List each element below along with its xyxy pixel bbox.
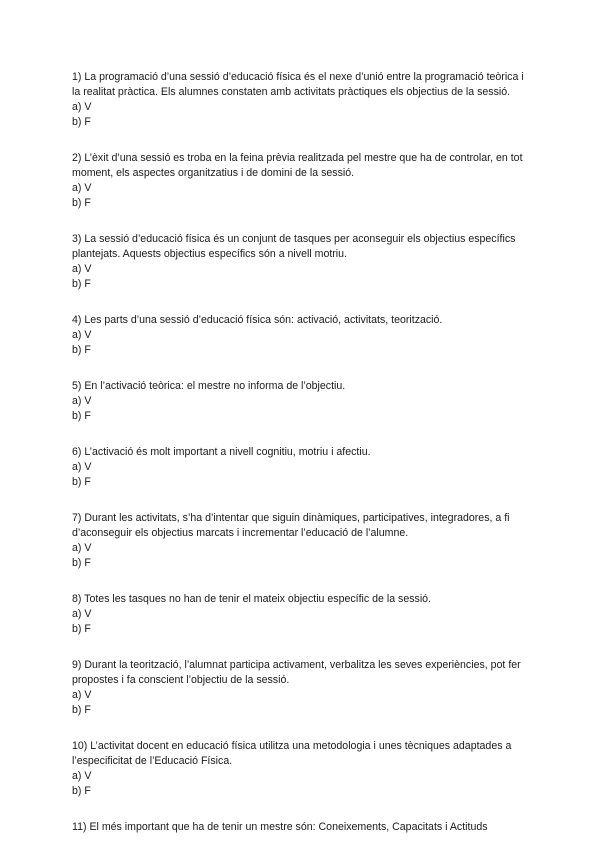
- question-10: [72, 739, 532, 799]
- option-a: a) V: [72, 461, 92, 473]
- question-text: 6) L’activació és molt important a nivell cognitiu, motriu i afectiu.: [72, 446, 371, 458]
- option-b: b) F: [72, 704, 91, 716]
- question-text: 8) Totes les tasques no han de tenir el mateix objectiu específic de la sessió.: [72, 593, 432, 605]
- option-a: a) V: [72, 770, 92, 782]
- question-text: 5) En l’activació teòrica: el mestre no informa de l’objectiu.: [72, 380, 346, 392]
- question-text: 9) Durant la teorització, l’alumnat participa activament, verbalitza les seves experiències, pot fer propostes i fa conscient l’objectiu de la sessió.: [72, 659, 521, 686]
- question-text: 3) La sessió d’educació física és un conjunt de tasques per aconseguir els objectius específics plantejats. Aquests objectius específics són a nivell motriu.: [72, 233, 516, 260]
- question-3: [72, 232, 532, 292]
- option-a: a) V: [72, 263, 92, 275]
- option-b: b) F: [72, 344, 91, 356]
- question-text: 10) L’activitat docent en educació física utilitza una metodologia i unes tècniques adaptades a l’especificitat de l’Educació Física.: [72, 740, 512, 767]
- option-b: b) F: [72, 278, 91, 290]
- question-7: [72, 511, 532, 571]
- option-a: a) V: [72, 542, 92, 554]
- option-a: a) V: [72, 608, 92, 620]
- question-text: 4) Les parts d’una sessió d’educació física són: activació, activitats, teorització.: [72, 314, 443, 326]
- question-text: 7) Durant les activitats, s’ha d’intentar que siguin dinàmiques, participatives, integradores, a fi d’aconseguir els objectius marcats i incrementar l’educació de l’alumne.: [72, 512, 510, 539]
- question-5: [72, 379, 532, 424]
- option-b: b) F: [72, 557, 91, 569]
- document-page: [72, 70, 532, 856]
- question-2: [72, 151, 532, 211]
- option-b: b) F: [72, 410, 91, 422]
- option-b: b) F: [72, 623, 91, 635]
- option-a: a) V: [72, 182, 92, 194]
- question-11: [72, 820, 532, 835]
- option-a: a) V: [72, 101, 92, 113]
- option-b: b) F: [72, 785, 91, 797]
- option-b: b) F: [72, 197, 91, 209]
- question-text: 1) La programació d’una sessió d’educació física és el nexe d’unió entre la programació teòrica i la realitat pràctica. Els alumnes constaten amb activitats pràctiques els objectius de la sessió.: [72, 71, 524, 98]
- question-9: [72, 658, 532, 718]
- option-b: b) F: [72, 116, 91, 128]
- question-text: 11) El més important que ha de tenir un mestre són: Coneixements, Capacitats i Actituds: [72, 821, 488, 833]
- option-a: a) V: [72, 395, 92, 407]
- question-1: [72, 70, 532, 130]
- option-a: a) V: [72, 329, 92, 341]
- option-a: a) V: [72, 689, 92, 701]
- option-b: b) F: [72, 476, 91, 488]
- question-4: [72, 313, 532, 358]
- question-text: 2) L’èxit d’una sessió es troba en la feina prèvia realitzada pel mestre que ha de controlar, en tot moment, els aspectes organitzatius i de domini de la sessió.: [72, 152, 523, 179]
- question-6: [72, 445, 532, 490]
- question-8: [72, 592, 532, 637]
